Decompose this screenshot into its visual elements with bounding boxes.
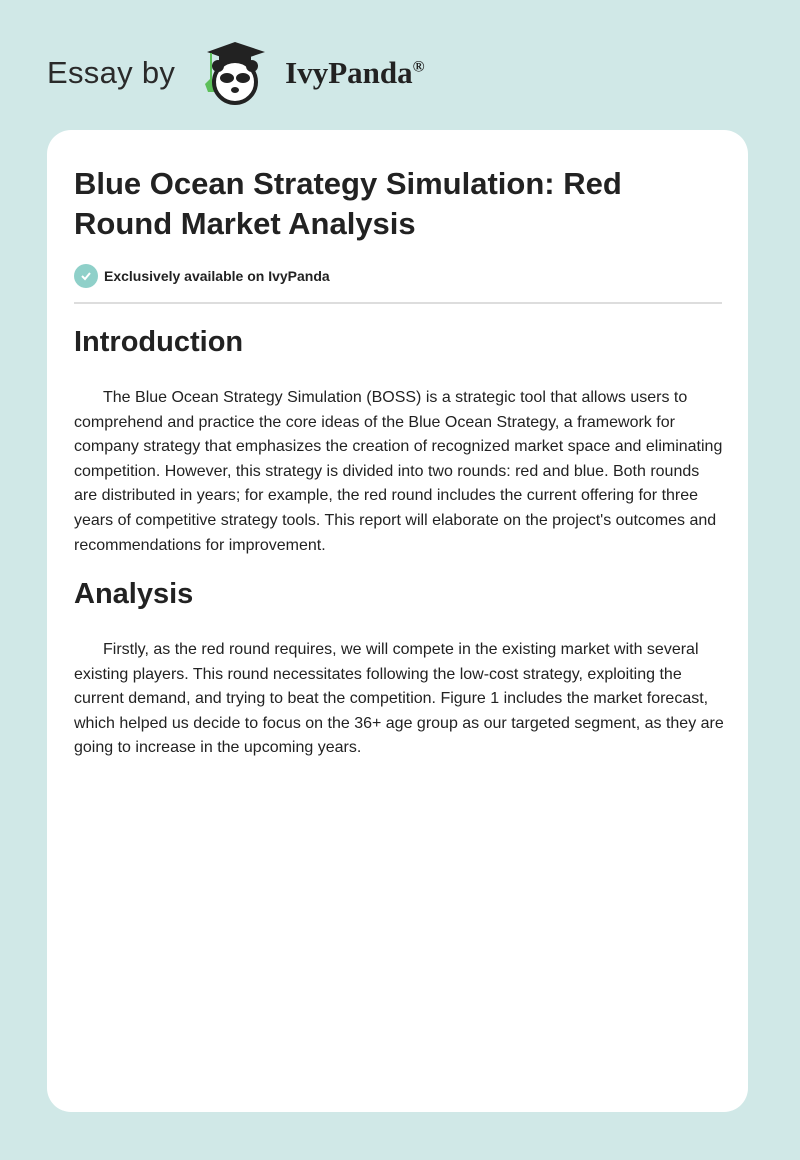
section-paragraph-analysis: Firstly, as the red round requires, we will compete in the existing market with several existing players. This round necessitates following the low-cost strategy, exploiting the current demand, and trying to beat the competition. Figure 1 includes the market forecast, which helped us decide to focus on the 36+ age group as our targeted segment, as they are going to increase in the upcoming years. [74,641,724,757]
article-card [47,130,748,1112]
exclusive-label: Exclusively available on IvyPanda [104,268,330,284]
section-paragraph-introduction: The Blue Ocean Strategy Simulation (BOSS) is a strategic tool that allows users to comprehend and practice the core ideas of the Blue Ocean Strategy, a framework for company strategy that emphasizes the creation of recognized market space and eliminating competition. However, this strategy is divided into two rounds: red and blue. Both rounds are distributed in years; for example, the red round includes the current offering for three years of competitive strategy tools. This report will elaborate on the project's outcomes and recommendations for improvement. [74,389,723,554]
site-header [47,38,425,108]
ivypanda-logo-icon[interactable] [189,38,277,108]
essay-by-label: Essay by [47,55,176,90]
section-heading-analysis: Analysis [74,578,194,610]
check-icon [74,264,98,288]
page-title: Blue Ocean Strategy Simulation: Red Round Market Analysis [74,166,622,241]
section-heading-introduction: Introduction [74,326,244,358]
brand-name[interactable] [285,55,424,91]
brand-text: IvyPanda [285,55,413,90]
registered-mark: ® [412,58,425,76]
divider [74,302,722,304]
exclusive-badge [74,264,330,288]
